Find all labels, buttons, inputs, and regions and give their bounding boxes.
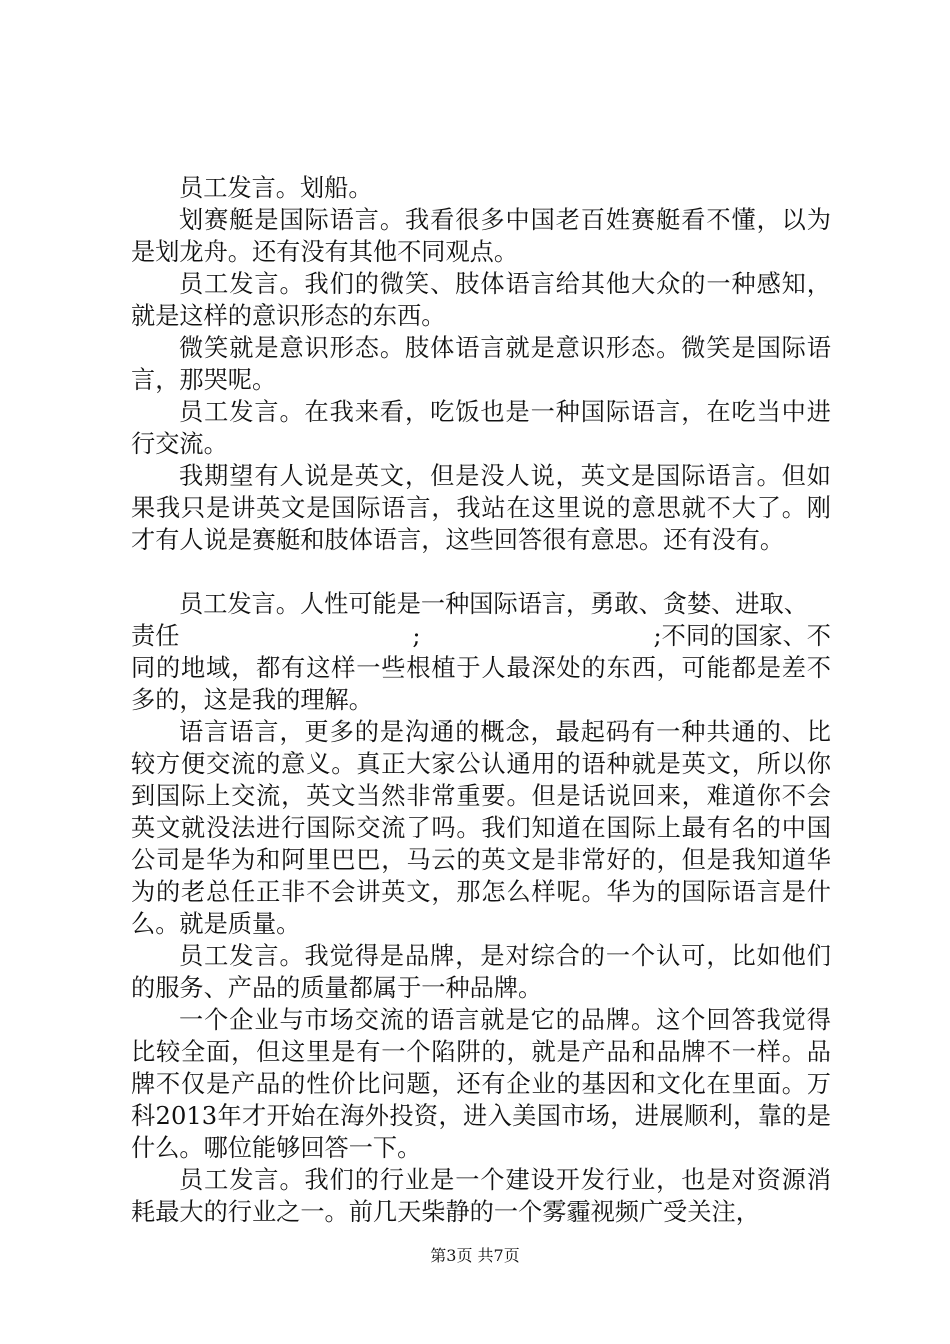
paragraph: 员工发言。在我来看，吃饭也是一种国际语言，在吃当中进行交流。 [131, 398, 831, 458]
paragraph: 员工发言。划船。 [179, 174, 373, 202]
paragraph: 员工发言。我们的微笑、肢体语言给其他大众的一种感知，就是这样的意识形态的东西。 [131, 270, 831, 330]
page-footer [0, 1246, 950, 1266]
tabbed-segment: 责任 [131, 622, 180, 650]
paragraph: 划赛艇是国际语言。我看很多中国老百姓赛艇看不懂，以为是划龙舟。还有没有其他不同观点。 [131, 206, 831, 266]
paragraph-line: 员工发言。人性可能是一种国际语言，勇敢、贪婪、进取、 [179, 590, 808, 618]
tabbed-segment: ;不同的国家、不 [653, 622, 831, 650]
paragraph: 员工发言。我们的行业是一个建设开发行业，也是对资源消耗最大的行业之一。前几天柴静的一个雾霾视频广受关注， [131, 1166, 831, 1226]
page-number: 第3页 共7页 [430, 1246, 520, 1265]
paragraph-line: 同的地域，都有这样一些根植于人最深处的东西，可能都是差不多的，这是我的理解。 [131, 654, 831, 714]
paragraph: 微笑就是意识形态。肢体语言就是意识形态。微笑是国际语言，那哭呢。 [131, 334, 831, 394]
paragraph: 我期望有人说是英文，但是没人说，英文是国际语言。但如果我只是讲英文是国际语言，我站在这里说的意思就不大了。刚才有人说是赛艇和肢体语言，这些回答很有意思。还有没有。 [131, 462, 831, 554]
paragraph: 员工发言。我觉得是品牌，是对综合的一个认可，比如他们的服务、产品的质量都属于一种品牌。 [131, 942, 831, 1002]
paragraph-spacer [131, 556, 831, 588]
tabbed-line [131, 620, 831, 652]
tabbed-segment: ; [412, 622, 421, 650]
document-body [131, 172, 831, 1228]
paragraph-humanity [131, 588, 831, 716]
paragraph: 语言语言，更多的是沟通的概念，最起码有一种共通的、比较方便交流的意义。真正大家公认通用的语种就是英文，所以你到国际上交流，英文当然非常重要。但是话说回来，难道你不会英文就没法进行国际交流了吗。我们知道在国际上最有名的中国公司是华为和阿里巴巴，马云的英文是非常好的，但是我知道华为的老总任正非不会讲英文，那怎么样呢。华为的国际语言是什么。就是质量。 [131, 718, 831, 938]
paragraph: 一个企业与市场交流的语言就是它的品牌。这个回答我觉得比较全面，但这里是有一个陷阱的，就是产品和品牌不一样。品牌不仅是产品的性价比问题，还有企业的基因和文化在里面。万科2013年才开始在海外投资，进入美国市场，进展顺利，靠的是什么。哪位能够回答一下。 [131, 1006, 831, 1162]
